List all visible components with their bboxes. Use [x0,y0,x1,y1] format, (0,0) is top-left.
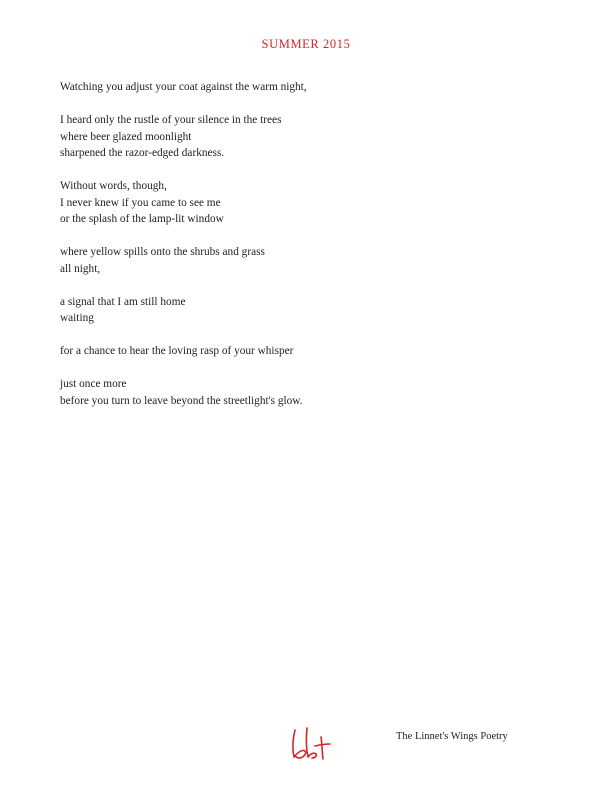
stanza [60,376,560,409]
poem-line: or the splash of the lamp-lit window [60,213,224,225]
stanza [60,244,560,277]
poem-line: where yellow spills onto the shrubs and grass [60,246,265,258]
poem-line: where beer glazed moonlight [60,130,192,143]
poem-line: before you turn to leave beyond the streetlight's glow. [60,394,303,407]
poem-line: Watching you adjust your coat against the warm night, [60,81,307,93]
poem-title: SUMMER 2015 [261,37,351,51]
poem-line: a signal that I am still home [60,295,186,308]
stanza [60,178,560,228]
publication-name: The Linnet's Wings Poetry [396,731,508,742]
stanza [60,294,560,327]
stanza [60,79,560,96]
poem-line: waiting [60,312,94,324]
stanza [60,343,560,360]
signature-mark [288,726,332,762]
poem-line: sharpened the razor-edged darkness. [60,147,225,159]
poem-line: I never knew if you came to see me [60,196,221,209]
poem-line: Without words, though, [60,180,167,192]
poem-line: I heard only the rustle of your silence in the trees [60,114,282,126]
poem-line: for a chance to hear the loving rasp of your whisper [60,345,294,357]
poem-body [60,79,560,426]
poem-line: just once more [60,378,127,390]
stanza [60,112,560,162]
poem-line: all night, [60,262,101,275]
